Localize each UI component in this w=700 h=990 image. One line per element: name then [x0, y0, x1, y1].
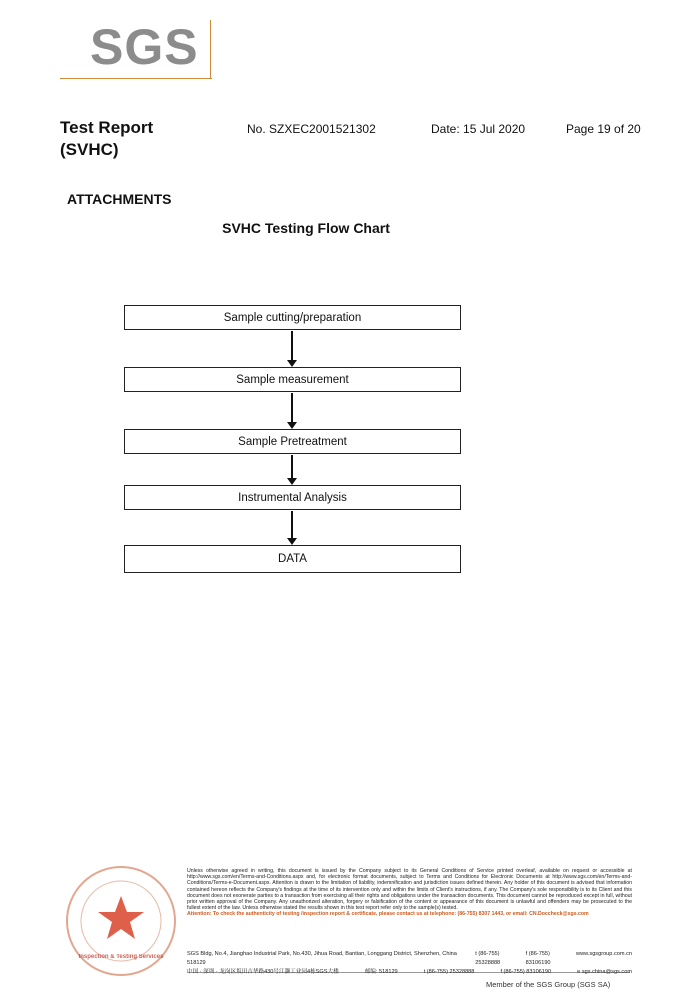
fax-cn: f (86-755) 83106190 — [500, 969, 552, 975]
phone-cn: t (86-755) 25328888 — [423, 969, 475, 975]
report-number: No. SZXEC2001521302 — [247, 122, 376, 136]
logo-rule-horizontal — [60, 78, 212, 79]
address-block — [187, 950, 632, 977]
phone-en: t (86-755) 25328888 — [475, 951, 501, 966]
flow-step-instrumental-analysis: Instrumental Analysis — [124, 485, 461, 510]
attention-text: Attention: To check the authenticity of testing /inspection report & certificate, please contact us at telephone: (86-755) 8307 1443, or email: CN.Doccheck@sgs.com — [187, 911, 589, 918]
report-date: Date: 15 Jul 2020 — [431, 122, 526, 136]
flow-arrow — [291, 393, 293, 423]
report-title — [60, 117, 153, 161]
legal-text: Unless otherwise agreed in writing, this document is issued by the Company subject to its General Conditions of Service printed overleaf, available on request or accessible at http://www.sgs.com/en/Terms-and-Conditions.aspx and, for electronic format documents, subject to Terms and Conditions for Electronic Documents at http://www.sgs.com/en/Terms-and-Conditions/Terms-e-Document.aspx. Attention is drawn to the limitation of liability, indemnification and jurisdiction issues defined therein. Any holder of this document is advised that information contained hereon reflects the Company's findings at the time of its intervention only and within the limits of Client's instructions, if any. The Company's sole responsibility is to its Client and this document does not exonerate parties to a transaction from exercising all their rights and obligations under the transaction documents. This document cannot be reproduced except in full, without prior written approval of the Company. Any unauthorized alteration, forgery or falsification of the content or appearance of this document is unlawful and offenders may be prosecuted to the fullest extent of the law. Unless otherwise stated the results shown in this test report refer only to the sample(s) tested. — [187, 868, 632, 912]
sgs-logo — [60, 16, 212, 82]
fax-en: f (86-755) 83106190 — [525, 951, 551, 966]
page-number: Page 19 of 20 — [566, 122, 641, 136]
flow-arrow — [291, 331, 293, 361]
inspection-seal — [62, 862, 180, 980]
flow-step-sample-cutting: Sample cutting/preparation — [124, 305, 461, 330]
flow-arrow — [291, 455, 293, 479]
section-heading: ATTACHMENTS — [67, 191, 172, 207]
flow-step-sample-measurement: Sample measurement — [124, 367, 461, 392]
seal-caption: Inspection & Testing Services — [78, 954, 164, 960]
report-title-line2: (SVHC) — [60, 140, 119, 159]
seal-graphic — [62, 862, 180, 980]
address-en: SGS Bldg, No.4, Jianghao Industrial Park, No.430, Jihua Road, Bantian, Longgang District, Shenzhen, China 518129 — [187, 951, 457, 966]
web-en: www.sgsgroup.com.cn — [576, 951, 632, 957]
flow-step-sample-pretreatment: Sample Pretreatment — [124, 429, 461, 454]
address-row-en — [187, 950, 632, 968]
address-cn: 中国 · 深圳 · 龙岗区坂田吉华路430号江灏工业园4栋SGS大楼 — [187, 969, 339, 975]
email-cn: e sgs.china@sgs.com — [577, 969, 632, 975]
report-title-line1: Test Report — [60, 118, 154, 137]
flow-step-data: DATA — [124, 545, 461, 573]
star-icon — [98, 896, 144, 939]
flow-arrow — [291, 511, 293, 539]
flow-chart-title: SVHC Testing Flow Chart — [222, 220, 390, 236]
address-row-cn — [187, 968, 632, 977]
member-text: Member of the SGS Group (SGS SA) — [486, 980, 611, 989]
logo-rule-vertical — [210, 20, 211, 78]
postcode-cn: 邮编: 518129 — [364, 969, 398, 975]
logo-text: SGS — [90, 19, 199, 75]
legal-disclaimer — [187, 868, 632, 918]
